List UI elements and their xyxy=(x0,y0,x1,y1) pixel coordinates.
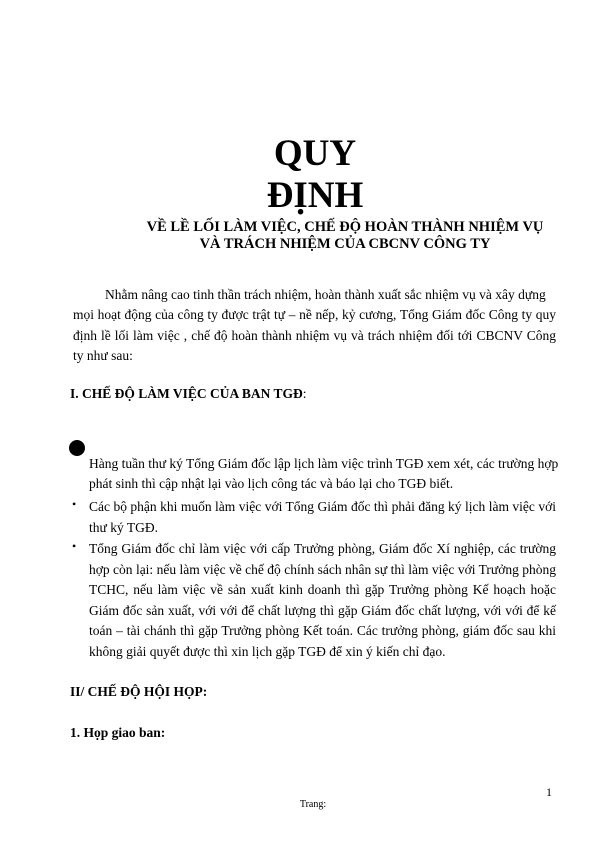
subtitle-line-1: VỀ LỀ LỐI LÀM VIỆC, CHẾ ĐỘ HOÀN THÀNH NHIỆM VỤ xyxy=(146,219,544,235)
bullet-icon: • xyxy=(72,497,77,511)
section-1-heading-text: I. CHẾ ĐỘ LÀM VIỆC CỦA BAN TGĐ xyxy=(70,386,303,401)
subtitle-line-2: VÀ TRÁCH NHIỆM CỦA CBCNV CÔNG TY xyxy=(199,236,491,252)
section-2-heading: II/ CHẾ ĐỘ HỘI HỌP: xyxy=(70,684,208,699)
bullet-1-line-2: phát sinh thì cập nhật lại vào lịch công tác và báo lại cho TGĐ biết. xyxy=(89,476,454,491)
footer-page-label: Trang: xyxy=(299,799,327,810)
subsection-1-heading: 1. Họp giao ban: xyxy=(70,725,166,740)
intro-paragraph-body: mọi hoạt động của công ty được trật tự – nề nếp, kỷ cương, Tổng Giám đốc Công ty quy định lề lối làm việc , chế độ hoàn thành nhiệm vụ và trách nhiệm đối tới CBCNV Công ty như sau: xyxy=(73,307,556,363)
title-line-2: ĐỊNH xyxy=(266,175,364,216)
section-1-heading-colon: : xyxy=(302,386,307,401)
section-1-heading xyxy=(70,386,307,402)
bullet-icon: • xyxy=(72,539,77,553)
bullet-2-text: Các bộ phận khi muốn làm việc với Tổng Giám đốc thì phải đăng ký lịch làm việc với thư ký TGĐ. xyxy=(89,499,556,535)
bullet-1-line-1: Hàng tuần thư ký Tổng Giám đốc lập lịch làm việc trình TGĐ xem xét, các trường hợp xyxy=(89,456,559,471)
title-line-1: QUY xyxy=(273,133,357,174)
large-bullet-icon xyxy=(69,440,85,456)
page-number: 1 xyxy=(546,785,552,799)
intro-paragraph-first-line: Nhằm nâng cao tinh thần trách nhiệm, hoàn thành xuất sắc nhiệm vụ và xây dựng xyxy=(105,287,546,302)
bullet-3-text: Tổng Giám đốc chỉ làm việc với cấp Trưởng phòng, Giám đốc Xí nghiệp, các trường hợp còn lại: nếu làm việc về chế độ chính sách nhân sự thì làm việc với Trưởng phòng TCHC, nếu làm việc về sản xuất kinh doanh thì gặp Trưởng phòng Kế hoạch hoặc Giám đốc sản xuất, với với để chất lượng thì gặp Giám đốc chất lượng, với với để kế toán – tài chánh thì gặp Trưởng phòng Kết toán. Các trưởng phòng, giám đốc sau khi không giải quyết được thì xin lịch gặp TGĐ để xin ý kiến chỉ đạo. xyxy=(89,541,556,659)
